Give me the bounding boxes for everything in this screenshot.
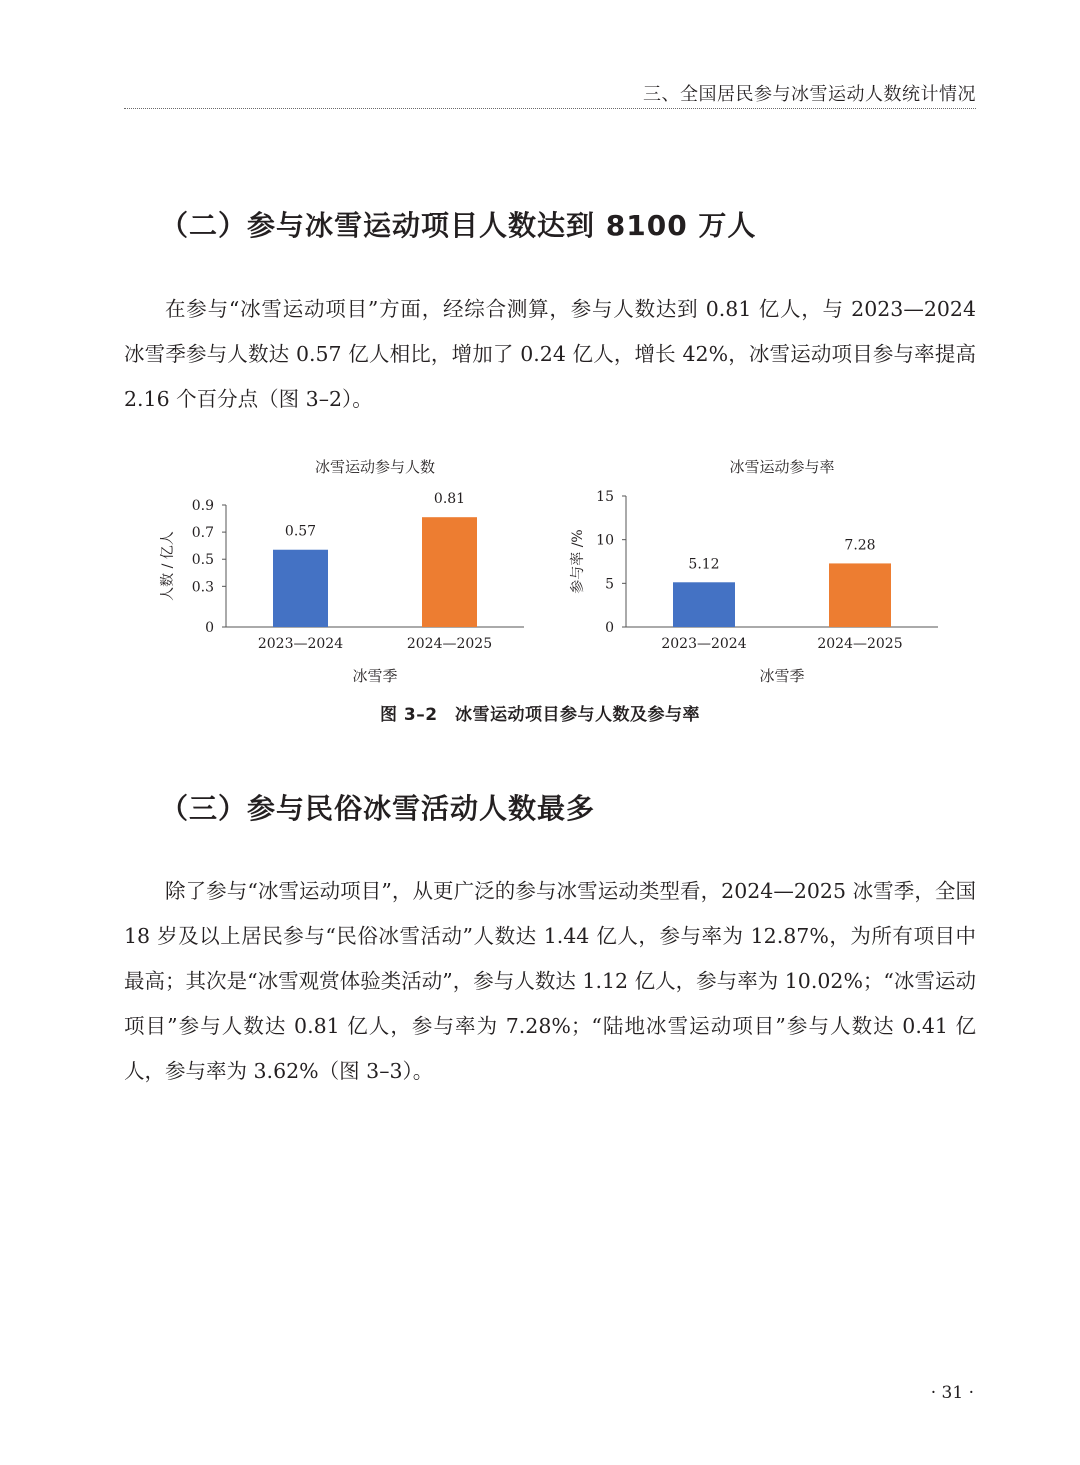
figure-caption: 图 3–2 冰雪运动项目参与人数及参与率 — [379, 705, 701, 725]
chart-participants — [150, 445, 590, 695]
chart-title: 冰雪运动参与人数 — [314, 458, 436, 476]
header-rule — [124, 108, 976, 109]
bar-value-label: 5.12 — [688, 556, 720, 573]
x-axis-label: 冰雪季 — [352, 667, 398, 685]
x-tick-label: 2024—2025 — [406, 636, 493, 652]
bar-value-label: 7.28 — [844, 537, 876, 554]
bar-2 — [829, 563, 891, 627]
y-tick-label: 0.9 — [191, 498, 214, 514]
section-title-2: （二）参与冰雪运动项目人数达到 8100 万人 — [160, 209, 757, 242]
y-tick-label: 5 — [605, 576, 614, 593]
y-tick-label: 0 — [205, 620, 214, 636]
y-tick-label: 0.3 — [191, 579, 214, 596]
y-axis-label: 人数 / 亿人 — [160, 531, 176, 601]
y-tick-label: 10 — [596, 532, 614, 549]
x-axis-label: 冰雪季 — [759, 667, 805, 685]
x-tick-label: 2023—2024 — [661, 636, 747, 652]
page-number: · 31 · — [930, 1383, 974, 1403]
chart-participation-rate-svg — [560, 445, 1000, 695]
bar-2 — [422, 517, 477, 627]
running-header: 三、全国居民参与冰雪运动人数统计情况 — [643, 84, 976, 105]
bar-value-label: 0.57 — [284, 523, 317, 540]
y-tick-label: 0.7 — [191, 525, 214, 542]
y-axis-label: 参与率 /% — [570, 529, 586, 594]
section-title-3: （三）参与民俗冰雪活动人数最多 — [160, 792, 596, 825]
section-3-paragraph: 除了参与“冰雪运动项目”，从更广泛的参与冰雪运动类型看，2024—2025 冰雪季，全国 18 岁及以上居民参与“民俗冰雪活动”人数达 1.44 亿人，参与率为 12.87%，为所有项目中最高；其次是“冰雪观赏体验类活动”，参与人数达 1.12 亿人，参与率为 10.02%；“冰雪运动项目”参与人数达 0.81 亿人，参与率为 7.28%；“陆地冰雪运动项目”参与人数达 0.41 亿人，参与率为 3.62%（图 3–3）。 — [124, 879, 976, 1083]
y-tick-label: 0 — [605, 620, 614, 636]
bar-1 — [673, 582, 735, 627]
chart-participants-svg — [150, 445, 590, 695]
bar-value-label: 0.81 — [433, 491, 466, 508]
x-tick-label: 2023—2024 — [257, 636, 344, 652]
section-2-paragraph: 在参与“冰雪运动项目”方面，经综合测算，参与人数达到 0.81 亿人，与 2023—2024 冰雪季参与人数达 0.57 亿人相比，增加了 0.24 亿人，增长 42%，冰雪运动项目参与率提高 2.16 个百分点（图 3–2）。 — [124, 297, 976, 411]
chart-participation-rate — [560, 445, 1000, 695]
y-tick-label: 0.5 — [191, 552, 214, 569]
bar-1 — [273, 550, 328, 627]
x-tick-label: 2024—2025 — [817, 636, 903, 652]
chart-title: 冰雪运动参与率 — [729, 458, 835, 476]
y-tick-label: 15 — [596, 489, 614, 505]
